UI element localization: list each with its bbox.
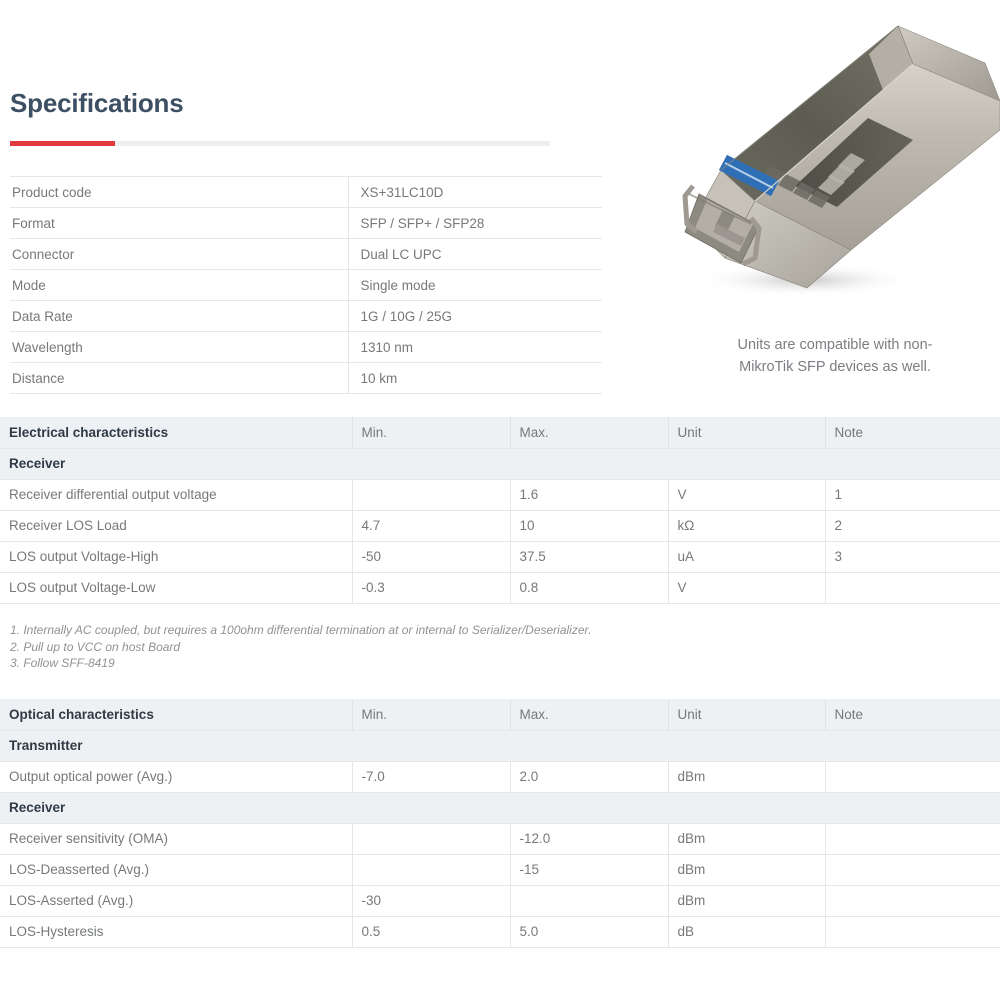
section-header-row bbox=[0, 792, 1000, 823]
value-note bbox=[825, 916, 1000, 947]
value-min: 4.7 bbox=[352, 510, 510, 541]
column-header: Unit bbox=[668, 417, 825, 448]
value-unit: dBm bbox=[668, 885, 825, 916]
value-max: 2.0 bbox=[510, 761, 668, 792]
value-max: 1.6 bbox=[510, 479, 668, 510]
value-max: -12.0 bbox=[510, 823, 668, 854]
column-header: Unit bbox=[668, 699, 825, 730]
spec-key: Connector bbox=[10, 239, 348, 270]
value-min: -50 bbox=[352, 541, 510, 572]
spec-row bbox=[10, 363, 602, 394]
value-note: 2 bbox=[825, 510, 1000, 541]
value-max: 5.0 bbox=[510, 916, 668, 947]
row-name: LOS-Hysteresis bbox=[0, 916, 352, 947]
spec-row bbox=[10, 270, 602, 301]
electrical-characteristics-table bbox=[0, 417, 1000, 604]
product-spec-table-body bbox=[10, 177, 602, 394]
optical-header-row bbox=[0, 699, 1000, 730]
value-note bbox=[825, 572, 1000, 603]
value-note: 3 bbox=[825, 541, 1000, 572]
electrical-footnotes bbox=[10, 622, 591, 672]
value-min bbox=[352, 823, 510, 854]
row-name: LOS-Asserted (Avg.) bbox=[0, 885, 352, 916]
spec-key: Format bbox=[10, 208, 348, 239]
section-label: Receiver bbox=[0, 792, 1000, 823]
value-min: -0.3 bbox=[352, 572, 510, 603]
value-unit: dBm bbox=[668, 854, 825, 885]
electrical-table-head bbox=[0, 417, 1000, 448]
section-header-row bbox=[0, 448, 1000, 479]
table-row bbox=[0, 510, 1000, 541]
spec-value: 10 km bbox=[348, 363, 602, 394]
accent-divider bbox=[10, 141, 550, 146]
table-row bbox=[0, 761, 1000, 792]
value-unit: dBm bbox=[668, 823, 825, 854]
value-unit: uA bbox=[668, 541, 825, 572]
spec-row bbox=[10, 332, 602, 363]
optical-table-body bbox=[0, 730, 1000, 947]
optical-table-head bbox=[0, 699, 1000, 730]
value-max bbox=[510, 885, 668, 916]
table-row bbox=[0, 885, 1000, 916]
column-header: Note bbox=[825, 417, 1000, 448]
spec-row bbox=[10, 177, 602, 208]
spec-value: Single mode bbox=[348, 270, 602, 301]
footnote: 1. Internally AC coupled, but requires a 100ohm differential termination at or internal to Serializer/Deserializer. bbox=[10, 623, 592, 637]
value-unit: dBm bbox=[668, 761, 825, 792]
table-row bbox=[0, 479, 1000, 510]
value-unit: kΩ bbox=[668, 510, 825, 541]
column-header: Note bbox=[825, 699, 1000, 730]
value-max: -15 bbox=[510, 854, 668, 885]
value-note: 1 bbox=[825, 479, 1000, 510]
value-max: 0.8 bbox=[510, 572, 668, 603]
row-name: Receiver sensitivity (OMA) bbox=[0, 823, 352, 854]
footnote: 3. Follow SFF-8419 bbox=[10, 656, 115, 670]
table-row bbox=[0, 572, 1000, 603]
spec-value: SFP / SFP+ / SFP28 bbox=[348, 208, 602, 239]
row-name: Output optical power (Avg.) bbox=[0, 761, 352, 792]
value-min: 0.5 bbox=[352, 916, 510, 947]
spec-key: Wavelength bbox=[10, 332, 348, 363]
column-header: Max. bbox=[510, 417, 668, 448]
spec-key: Mode bbox=[10, 270, 348, 301]
page-title: Specifications bbox=[10, 88, 184, 118]
spec-value: XS+31LC10D bbox=[348, 177, 602, 208]
section-header-row bbox=[0, 730, 1000, 761]
spec-value: 1310 nm bbox=[348, 332, 602, 363]
value-min: -7.0 bbox=[352, 761, 510, 792]
row-name: Receiver LOS Load bbox=[0, 510, 352, 541]
footnote: 2. Pull up to VCC on host Board bbox=[10, 639, 181, 654]
caption-line-2: MikroTik SFP devices as well. bbox=[739, 359, 931, 375]
column-header: Max. bbox=[510, 699, 668, 730]
product-image-caption bbox=[665, 334, 1000, 378]
spec-row bbox=[10, 208, 602, 239]
value-max: 10 bbox=[510, 510, 668, 541]
value-unit: V bbox=[668, 479, 825, 510]
column-header: Min. bbox=[352, 417, 510, 448]
value-min bbox=[352, 479, 510, 510]
value-note bbox=[825, 823, 1000, 854]
section-label: Transmitter bbox=[0, 730, 1000, 761]
accent-divider-fill bbox=[10, 141, 115, 146]
table-row bbox=[0, 916, 1000, 947]
table-row bbox=[0, 823, 1000, 854]
column-header: Optical characteristics bbox=[0, 699, 352, 730]
value-note bbox=[825, 761, 1000, 792]
row-name: LOS-Deasserted (Avg.) bbox=[0, 854, 352, 885]
value-note bbox=[825, 854, 1000, 885]
value-min bbox=[352, 854, 510, 885]
column-header: Electrical characteristics bbox=[0, 417, 352, 448]
optical-characteristics-table bbox=[0, 699, 1000, 948]
spec-row bbox=[10, 301, 602, 332]
spec-value: 1G / 10G / 25G bbox=[348, 301, 602, 332]
caption-line-1: Units are compatible with non- bbox=[737, 337, 933, 353]
table-row bbox=[0, 854, 1000, 885]
column-header: Min. bbox=[352, 699, 510, 730]
electrical-header-row bbox=[0, 417, 1000, 448]
value-unit: V bbox=[668, 572, 825, 603]
row-name: Receiver differential output voltage bbox=[0, 479, 352, 510]
electrical-table-body bbox=[0, 448, 1000, 603]
spec-row bbox=[10, 239, 602, 270]
product-image bbox=[655, 18, 1000, 328]
table-row bbox=[0, 541, 1000, 572]
value-max: 37.5 bbox=[510, 541, 668, 572]
spec-key: Distance bbox=[10, 363, 348, 394]
row-name: LOS output Voltage-Low bbox=[0, 572, 352, 603]
section-label: Receiver bbox=[0, 448, 1000, 479]
product-spec-table bbox=[10, 176, 602, 394]
spec-key: Product code bbox=[10, 177, 348, 208]
spec-value: Dual LC UPC bbox=[348, 239, 602, 270]
sfp-module-illustration bbox=[655, 18, 1000, 328]
row-name: LOS output Voltage-High bbox=[0, 541, 352, 572]
spec-key: Data Rate bbox=[10, 301, 348, 332]
value-unit: dB bbox=[668, 916, 825, 947]
value-min: -30 bbox=[352, 885, 510, 916]
value-note bbox=[825, 885, 1000, 916]
